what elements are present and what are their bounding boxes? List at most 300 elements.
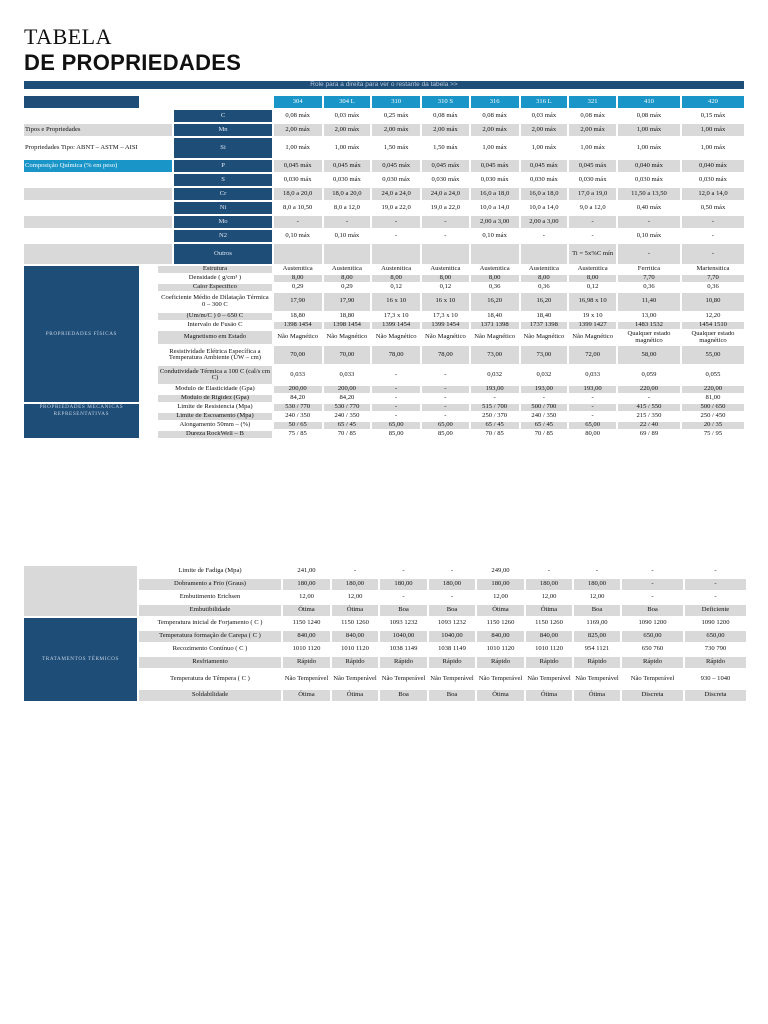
table-cell: 16 x 10 — [422, 293, 469, 311]
table-cell: 0,03 máx — [324, 110, 371, 122]
table-cell: 80,00 — [569, 431, 616, 438]
property-label: Limite de Escoamento (Mpa) — [158, 413, 272, 420]
spacer-cell — [141, 404, 156, 411]
table-cell: 58,00 — [618, 346, 680, 364]
table-cell: - — [685, 566, 746, 577]
table-cell: 220,00 — [682, 386, 744, 393]
table-cell: 8,00 — [569, 275, 616, 282]
table-cell: 0,08 máx — [471, 110, 519, 122]
table-cell: 1093 1232 — [429, 618, 475, 629]
table-cell: 215 / 350 — [618, 413, 680, 420]
table-cell: 650,00 — [685, 631, 746, 642]
table-cell: 0,12 — [372, 284, 420, 291]
column-header: 316 — [471, 96, 519, 108]
table-cell: 1,00 máx — [274, 138, 322, 158]
table-cell: 180,00 — [283, 579, 330, 590]
table-cell: 0,10 máx — [471, 230, 519, 242]
table-cell: - — [429, 592, 475, 603]
table-cell: - — [685, 592, 746, 603]
table-cell: 69 / 89 — [618, 431, 680, 438]
column-header: 304 — [274, 96, 322, 108]
table-cell: 0,030 máx — [471, 174, 519, 186]
table-cell: - — [422, 366, 469, 384]
row-label-composicao: Composição Química (% em peso) — [24, 160, 172, 172]
table-cell: 0,055 — [682, 366, 744, 384]
column-header: 310 S — [422, 96, 469, 108]
table-cell: 0,10 máx — [618, 230, 680, 242]
table-cell: 50 / 65 — [274, 422, 322, 429]
table-cell: 18,40 — [471, 313, 519, 320]
table-cell: 2,00 máx — [569, 124, 616, 136]
table-cell: 240 / 350 — [521, 413, 568, 420]
table-cell: 1150 1260 — [526, 618, 572, 629]
element-symbol: Cr — [174, 188, 272, 200]
table-cell: 0,50 máx — [682, 202, 744, 214]
table-cell: - — [682, 244, 744, 264]
table-cell: 2,00 máx — [422, 124, 469, 136]
spacer-cell — [141, 293, 156, 311]
table-cell: 11,50 a 13,50 — [618, 188, 680, 200]
table-cell: 11,40 — [618, 293, 680, 311]
table-cell: 1090 1200 — [622, 618, 683, 629]
title-line-2: DE PROPRIEDADES — [24, 50, 242, 75]
property-label: Alongamento 50mm – (%) — [158, 422, 272, 429]
table-cell: 65 / 45 — [471, 422, 519, 429]
table-cell: 8,00 — [324, 275, 371, 282]
table-cell: 180,00 — [574, 579, 620, 590]
property-label: Embutimento Erichsen — [139, 592, 281, 603]
table-cell: Boa — [380, 690, 427, 701]
table-cell: 220,00 — [618, 386, 680, 393]
table-cell: 70,00 — [324, 346, 371, 364]
table-cell: Não Magnético — [521, 331, 568, 345]
table-cell: 249,00 — [477, 566, 524, 577]
table-cell: 18,80 — [274, 313, 322, 320]
property-label: Coeficiente Médio de Dilatação Térmica 0 – 300 C — [158, 293, 272, 311]
table-cell: - — [569, 230, 616, 242]
table-row — [24, 266, 744, 273]
table-cell: 1010 1120 — [477, 644, 524, 655]
column-header: 410 — [618, 96, 680, 108]
property-label: Embutibilidade — [139, 605, 281, 616]
table-cell: - — [372, 230, 420, 242]
property-label: Magnetismo em Estado — [158, 331, 272, 345]
spacer-cell — [141, 96, 156, 108]
table-cell: Martensítica — [682, 266, 744, 273]
title-line-1: TABELA — [24, 24, 113, 49]
table-cell: - — [682, 216, 744, 228]
table-cell: 200,00 — [274, 386, 322, 393]
table-cell: 0,045 máx — [471, 160, 519, 172]
table-cell: 0,030 máx — [569, 174, 616, 186]
column-header: 304 L — [324, 96, 371, 108]
table-cell: 2,00 a 3,00 — [521, 216, 568, 228]
property-label: Temperatura de Têmpera ( C ) — [139, 670, 281, 688]
table-cell: - — [569, 413, 616, 420]
table-cell: 78,00 — [372, 346, 420, 364]
table-cell: 7,70 — [618, 275, 680, 282]
empty-cell — [24, 188, 172, 200]
table-cell: - — [372, 395, 420, 402]
table-cell: - — [569, 404, 616, 411]
table-cell: 17,90 — [324, 293, 371, 311]
table-cell: - — [422, 413, 469, 420]
table-row — [24, 160, 744, 172]
table-cell: - — [685, 579, 746, 590]
table-cell: 1,00 máx — [618, 124, 680, 136]
table-cell: 840,00 — [332, 631, 378, 642]
table-cell: Ótima — [574, 690, 620, 701]
table-cell: Qualquer estado magnético — [618, 331, 680, 345]
table-cell: 1010 1120 — [332, 644, 378, 655]
table-cell: 0,40 máx — [618, 202, 680, 214]
table-cell: 16,98 x 10 — [569, 293, 616, 311]
table-cell: 1398 1454 — [324, 322, 371, 329]
table-cell: Não Temperável — [574, 670, 620, 688]
table-cell — [471, 244, 519, 264]
table-cell: 2,00 a 3,00 — [471, 216, 519, 228]
table-cell: Austenítica — [471, 266, 519, 273]
table-cell: 1398 1454 — [274, 322, 322, 329]
table-cell: 500 / 700 — [521, 404, 568, 411]
element-symbol: S — [174, 174, 272, 186]
table-cell: - — [622, 579, 683, 590]
table-cell: 1010 1120 — [526, 644, 572, 655]
table-cell: 1038 1149 — [380, 644, 427, 655]
table-cell: 0,030 máx — [274, 174, 322, 186]
table-cell: 825,00 — [574, 631, 620, 642]
table-row — [24, 618, 746, 629]
empty-cell — [24, 110, 172, 122]
table-row — [24, 202, 744, 214]
table-cell: 2,00 máx — [372, 124, 420, 136]
table-cell: 0,033 — [324, 366, 371, 384]
table-cell: - — [682, 230, 744, 242]
column-header: 321 — [569, 96, 616, 108]
table-cell: 840,00 — [283, 631, 330, 642]
table-cell: 1150 1260 — [477, 618, 524, 629]
table-cell: 2,00 máx — [521, 124, 568, 136]
table-cell: 0,030 máx — [324, 174, 371, 186]
empty-cell — [24, 230, 172, 242]
spacer-cell — [158, 96, 172, 108]
scroll-hint-banner: Role para a direita para ver o restante da tabela >> — [24, 81, 744, 89]
table-cell: 1010 1120 — [283, 644, 330, 655]
table-row — [24, 566, 746, 577]
table-cell: 0,08 máx — [274, 110, 322, 122]
table-cell: - — [324, 216, 371, 228]
table-cell: 0,040 máx — [618, 160, 680, 172]
table-cell: Não Magnético — [274, 331, 322, 345]
table-cell: Rápido — [477, 657, 524, 668]
table-cell: - — [429, 566, 475, 577]
table-cell: - — [422, 230, 469, 242]
table-cell: 72,00 — [569, 346, 616, 364]
table-cell: 18,40 — [521, 313, 568, 320]
table-cell: 17,3 x 10 — [422, 313, 469, 320]
table-cell: 0,030 máx — [618, 174, 680, 186]
table-cell: Não Magnético — [372, 331, 420, 345]
table-cell: 1093 1232 — [380, 618, 427, 629]
spacer-cell — [141, 313, 156, 320]
table-cell: 73,00 — [521, 346, 568, 364]
table-cell: - — [521, 395, 568, 402]
table-cell: - — [380, 566, 427, 577]
table-cell: Rápido — [380, 657, 427, 668]
table-cell: 180,00 — [526, 579, 572, 590]
table-cell: 70 / 85 — [521, 431, 568, 438]
table-cell: 0,045 máx — [324, 160, 371, 172]
table-cell: 16 x 10 — [372, 293, 420, 311]
table-cell: 16,20 — [471, 293, 519, 311]
table-cell: 0,045 máx — [569, 160, 616, 172]
table-cell: 7,70 — [682, 275, 744, 282]
table-cell: 0,29 — [324, 284, 371, 291]
table-cell: - — [526, 566, 572, 577]
property-label: Dobramento a Frio (Graus) — [139, 579, 281, 590]
table-cell: 1399 1454 — [422, 322, 469, 329]
spacer-cell — [141, 275, 156, 282]
table-cell: 84,20 — [274, 395, 322, 402]
spacer-cell — [141, 266, 156, 273]
table-cell: 17,3 x 10 — [372, 313, 420, 320]
table-row — [24, 188, 744, 200]
table-cell: 0,030 máx — [682, 174, 744, 186]
table-cell: 55,00 — [682, 346, 744, 364]
property-label: Densidade ( g/cm³ ) — [158, 275, 272, 282]
table-cell: 70,00 — [274, 346, 322, 364]
table-cell: - — [372, 413, 420, 420]
element-symbol: N2 — [174, 230, 272, 242]
table-cell: 1483 1532 — [618, 322, 680, 329]
table-cell: Boa — [429, 690, 475, 701]
element-symbol: Mo — [174, 216, 272, 228]
table-cell: 193,00 — [569, 386, 616, 393]
element-symbol: C — [174, 110, 272, 122]
table-cell: 0,08 máx — [618, 110, 680, 122]
table-cell: 0,030 máx — [521, 174, 568, 186]
table-cell: 1150 1260 — [332, 618, 378, 629]
table-cell: 12,0 a 14,0 — [682, 188, 744, 200]
table-cell: 10,0 a 14,0 — [471, 202, 519, 214]
table-cell: - — [372, 386, 420, 393]
table-cell: Ótima — [477, 690, 524, 701]
table-cell: - — [422, 386, 469, 393]
table-cell: 500 / 650 — [682, 404, 744, 411]
table-cell: Rápido — [574, 657, 620, 668]
spacer-cell — [141, 366, 156, 384]
table-cell: 193,00 — [521, 386, 568, 393]
table-cell: Austenítica — [422, 266, 469, 273]
table-cell: - — [422, 395, 469, 402]
table-cell: 1150 1240 — [283, 618, 330, 629]
table-cell: 0,29 — [274, 284, 322, 291]
properties-table-top — [22, 94, 746, 440]
table-cell: 19,0 a 22,0 — [372, 202, 420, 214]
table-cell: Discreta — [622, 690, 683, 701]
properties-table-bottom — [22, 564, 748, 703]
spacer-cell — [141, 322, 156, 329]
table-cell: 193,00 — [471, 386, 519, 393]
table-cell: Não Temperável — [380, 670, 427, 688]
table-cell: 18,80 — [324, 313, 371, 320]
section-label-fisicas: PROPRIEDADES FÍSICAS — [24, 266, 139, 402]
table-row — [24, 230, 744, 242]
table-cell: Não Temperável — [526, 670, 572, 688]
section-block-mecanicas — [24, 566, 137, 616]
table-cell: 8,00 — [422, 275, 469, 282]
table-cell: Rápido — [622, 657, 683, 668]
table-cell — [422, 244, 469, 264]
table-cell: Austenítica — [521, 266, 568, 273]
table-cell: 200,00 — [324, 386, 371, 393]
table-cell: 1399 1454 — [372, 322, 420, 329]
table-cell: 12,00 — [477, 592, 524, 603]
table-cell: Não Temperável — [429, 670, 475, 688]
table-cell: 1040,00 — [429, 631, 475, 642]
element-symbol: P — [174, 160, 272, 172]
table-cell: 12,00 — [332, 592, 378, 603]
table-cell: 18,0 a 20,0 — [324, 188, 371, 200]
table-cell: 180,00 — [332, 579, 378, 590]
table-cell: 1038 1149 — [429, 644, 475, 655]
table-cell: 16,0 a 18,0 — [471, 188, 519, 200]
table-cell: 0,08 máx — [569, 110, 616, 122]
table-cell: 84,20 — [324, 395, 371, 402]
table-cell: Austenítica — [569, 266, 616, 273]
table-cell: 65 / 45 — [324, 422, 371, 429]
table-cell: 0,045 máx — [274, 160, 322, 172]
table-cell: 1,00 máx — [682, 138, 744, 158]
table-cell: 1,00 máx — [521, 138, 568, 158]
property-label: Condutividade Térmica a 100 C (cal/s cm C) — [158, 366, 272, 384]
table-cell: 1169,00 — [574, 618, 620, 629]
table-cell: 12,20 — [682, 313, 744, 320]
table-cell: 70 / 85 — [324, 431, 371, 438]
spacer-cell — [141, 331, 156, 345]
table-cell: 0,10 máx — [324, 230, 371, 242]
empty-cell — [24, 202, 172, 214]
table-cell: 65,00 — [569, 422, 616, 429]
table-cell: - — [274, 216, 322, 228]
table-cell: 0,36 — [471, 284, 519, 291]
table-cell: 0,032 — [521, 366, 568, 384]
table-cell: Deficiente — [685, 605, 746, 616]
table-cell: 240 / 350 — [274, 413, 322, 420]
table-cell: 17,0 a 19,0 — [569, 188, 616, 200]
table-cell: 530 / 770 — [274, 404, 322, 411]
table-cell: 1399 1427 — [569, 322, 616, 329]
table-cell: 9,0 a 12,0 — [569, 202, 616, 214]
table-cell: 0,12 — [569, 284, 616, 291]
table-cell: 0,033 — [569, 366, 616, 384]
table-cell: 530 / 770 — [324, 404, 371, 411]
table-cell: 0,10 máx — [274, 230, 322, 242]
table-cell: 1,00 máx — [324, 138, 371, 158]
table-cell: Rápido — [526, 657, 572, 668]
table-cell: 17,90 — [274, 293, 322, 311]
table-cell: 13,00 — [618, 313, 680, 320]
table-cell: Não Magnético — [324, 331, 371, 345]
table-cell: 0,36 — [682, 284, 744, 291]
table-row — [24, 404, 744, 411]
table-cell: Ferrítica — [618, 266, 680, 273]
table-cell: 2,00 máx — [324, 124, 371, 136]
table-cell: 0,030 máx — [422, 174, 469, 186]
spacer-cell — [141, 386, 156, 393]
table-cell: Austenítica — [324, 266, 371, 273]
table-cell: Não Temperável — [622, 670, 683, 688]
column-header-row — [24, 96, 744, 108]
table-cell: Ti = 5x%C mín — [569, 244, 616, 264]
table-cell: Boa — [429, 605, 475, 616]
table-cell: - — [574, 566, 620, 577]
table-cell: 75 / 95 — [682, 431, 744, 438]
property-label: Dureza RockWell – B — [158, 431, 272, 438]
table-cell: Ótima — [332, 605, 378, 616]
table-cell: - — [618, 395, 680, 402]
table-cell: 0,12 — [422, 284, 469, 291]
table-cell: 8,00 — [471, 275, 519, 282]
property-label: Resistividade Elétrica Específica a Temperatura Ambiente (UW – cm) — [158, 346, 272, 364]
table-cell: 2,00 máx — [274, 124, 322, 136]
property-label: Temperatura inicial de Forjamento ( C ) — [139, 618, 281, 629]
property-label: Temperatura formação de Carepa ( C ) — [139, 631, 281, 642]
table-row — [24, 110, 744, 122]
table-cell: 840,00 — [477, 631, 524, 642]
table-cell: Boa — [574, 605, 620, 616]
table-cell: - — [521, 230, 568, 242]
table-cell: 1040,00 — [380, 631, 427, 642]
table-row — [24, 216, 744, 228]
table-cell: Qualquer estado magnético — [682, 331, 744, 345]
empty-cell — [24, 244, 172, 264]
table-cell: Rápido — [283, 657, 330, 668]
table-cell: 0,033 — [274, 366, 322, 384]
table-cell: 73,00 — [471, 346, 519, 364]
table-cell — [274, 244, 322, 264]
table-cell: 0,08 máx — [422, 110, 469, 122]
table-cell: Ótima — [526, 690, 572, 701]
table-cell: 16,20 — [521, 293, 568, 311]
property-label: Calor Específico — [158, 284, 272, 291]
table-cell: 12,00 — [574, 592, 620, 603]
table-cell: - — [471, 395, 519, 402]
table-cell: - — [372, 404, 420, 411]
table-row — [24, 138, 744, 158]
table-cell: 18,0 a 20,0 — [274, 188, 322, 200]
element-symbol: Outros — [174, 244, 272, 264]
table-cell: Boa — [380, 605, 427, 616]
table-row — [24, 174, 744, 186]
table-cell: - — [372, 366, 420, 384]
property-label: Modulo de Elasticidade (Gpa) — [158, 386, 272, 393]
table-cell: 65,00 — [422, 422, 469, 429]
table-cell: 20 / 35 — [682, 422, 744, 429]
table-cell: Austenítica — [372, 266, 420, 273]
table-cell: Não Temperável — [332, 670, 378, 688]
table-row — [24, 124, 744, 136]
table-cell: 16,0 a 18,0 — [521, 188, 568, 200]
table-cell: 78,00 — [422, 346, 469, 364]
table-cell: 0,03 máx — [521, 110, 568, 122]
table-cell: 70 / 85 — [471, 431, 519, 438]
table-cell: Rápido — [332, 657, 378, 668]
table-cell: 10,0 a 14,0 — [521, 202, 568, 214]
table-cell: 180,00 — [429, 579, 475, 590]
table-cell: 650 760 — [622, 644, 683, 655]
table-cell: 85,00 — [372, 431, 420, 438]
